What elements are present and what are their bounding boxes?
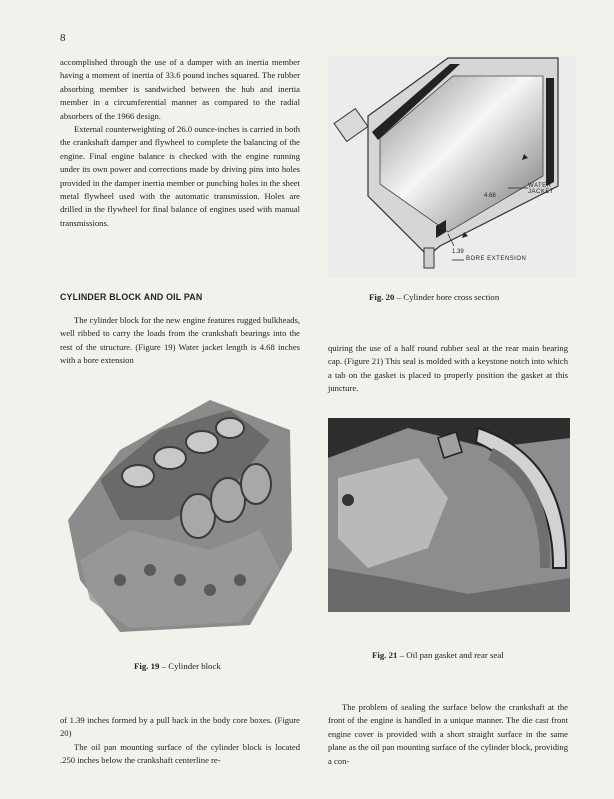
caption-text: – Oil pan gasket and rear seal: [397, 650, 504, 660]
paragraph: accomplished through the use of a damper with an inertia member having a moment of inertia of 33.6 pound inches squared. The rubber absorbing member is sandwiched between the hub and inertia member in a circumferential manner as compared to the radial absorbers of the 1966 design.: [60, 57, 300, 121]
label-water-jacket: WATER JACKET: [528, 183, 555, 195]
figure-19-caption: [134, 661, 221, 671]
figure-19-photo: [60, 400, 298, 636]
caption-text: – Cylinder bore cross section: [394, 292, 500, 302]
caption-number: Fig. 21: [372, 650, 398, 660]
label-4-68: 4.68: [484, 193, 496, 199]
paragraph: of 1.39 inches formed by a pull back in the body core boxes. (Figure 20): [60, 715, 300, 739]
bore-cross-section-diagram: [328, 56, 576, 278]
caption-number: Fig. 20: [369, 292, 395, 302]
paragraph: The cylinder block for the new engine features rugged bulkheads, well ribbed to carry the loads from the crankshaft bearings into the rest of the structure. (Figure 19) Water jacket length is 4.68 inches with a bore extension: [60, 315, 300, 366]
caption-text: – Cylinder block: [159, 661, 221, 671]
oil-pan-gasket-image: [328, 418, 570, 612]
page-number: 8: [60, 32, 66, 44]
paragraph: The problem of sealing the surface below the crankshaft at the front of the engine is handled in a unique manner. The die cast front engine cover is provided with a short straight surface in the same plane as the oil pan mounting surface of the cylinder block, providing a con-: [328, 702, 568, 766]
cylinder-block-image: [60, 400, 298, 636]
caption-number: Fig. 19: [134, 661, 160, 671]
label-bore-extension: BORE EXTENSION: [466, 256, 527, 262]
right-mid-text: [328, 342, 568, 396]
left-mid-text: [60, 314, 300, 368]
left-bottom-text: [60, 714, 300, 768]
figure-20-drawing: [328, 56, 576, 278]
figure-20-caption: [369, 292, 499, 302]
left-top-text: [60, 56, 300, 230]
right-bottom-text: [328, 701, 568, 768]
paragraph: External counterweighting of 26.0 ounce-inches is carried in both the crankshaft damper and flywheel to complete the balancing of the engine. Final engine balance is checked with the engine running under its own power and corrections made by driving pins into holes provided in the damper inertia member or punching holes in the sheet metal flywheel used with the automatic transmission. Holes are drilled in the flywheel for final balance of engines used with manual transmissions.: [60, 124, 300, 228]
figure-21-caption: [372, 650, 504, 660]
section-heading: CYLINDER BLOCK AND OIL PAN: [60, 292, 203, 302]
figure-21-photo: [328, 418, 570, 612]
label-1-39: 1.39: [452, 249, 464, 255]
paragraph: quiring the use of a half round rubber seal at the rear main bearing cap. (Figure 21) This seal is molded with a keystone notch into which a tab on the gasket is placed to properly position the gasket at this juncture.: [328, 343, 568, 394]
paragraph: The oil pan mounting surface of the cylinder block is located .250 inches below the crankshaft centerline re-: [60, 741, 300, 766]
